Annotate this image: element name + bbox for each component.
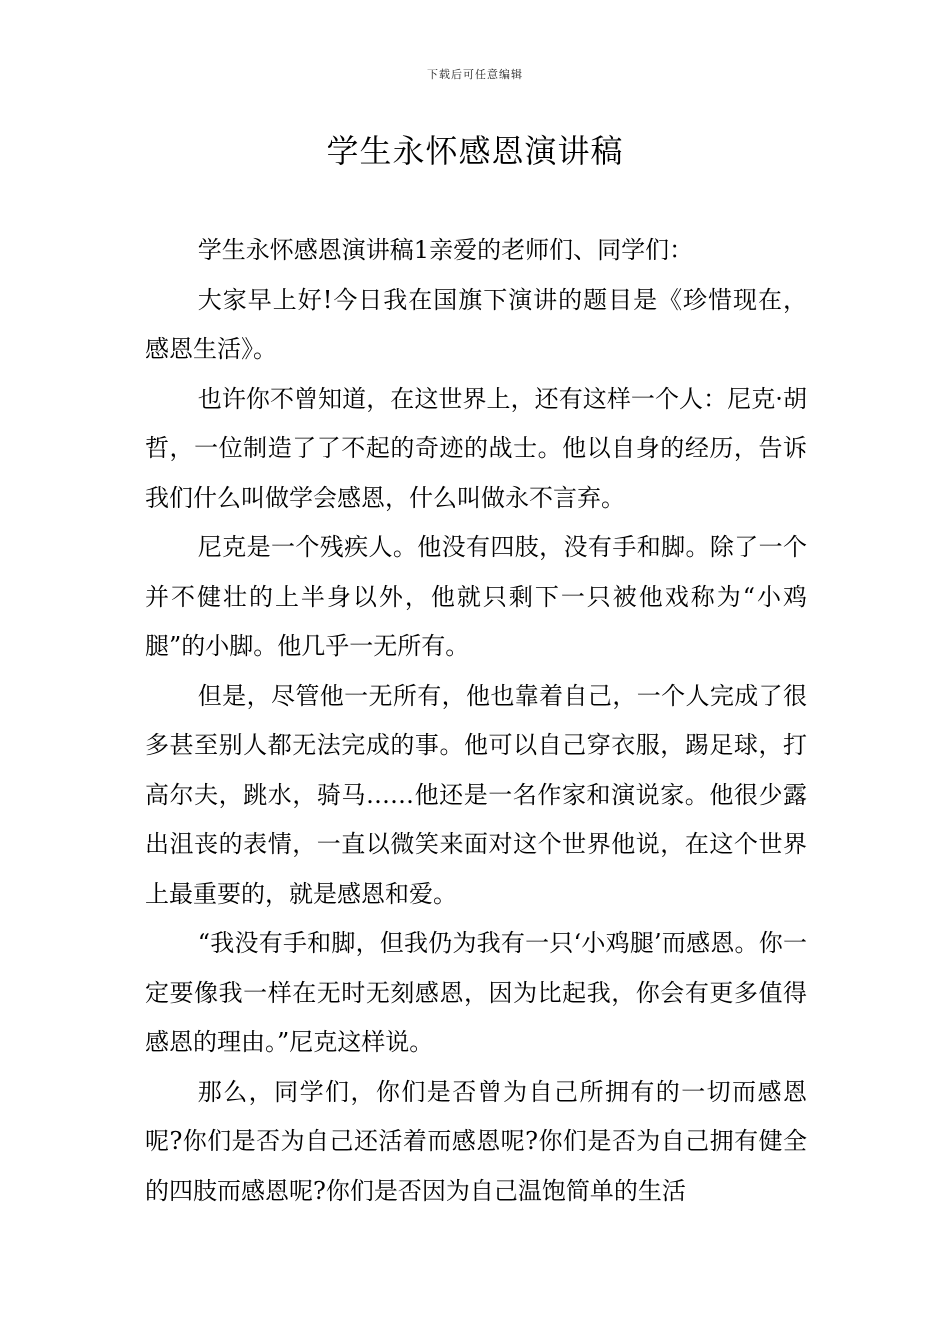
paragraph-topic: 大家早上好!今日我在国旗下演讲的题目是《珍惜现在，感恩生活》。 — [145, 285, 807, 363]
paragraph-nick-quote: “我没有手和脚，但我仍为我有一只‘小鸡腿’而感恩。你一定要像我一样在无时无刻感恩，因为比起我，你会有更多值得感恩的理由。”尼克这样说。 — [145, 929, 807, 1056]
paragraph-nick-intro: 也许你不曾知道，在这世界上，还有这样一个人：尼克·胡哲，一位制造了了不起的奇迹的战士。他以自身的经历，告诉我们什么叫做学会感恩，什么叫做永不言弃。 — [145, 384, 807, 512]
document-body — [145, 226, 807, 1216]
paragraph-greeting: 学生永怀感恩演讲稿1亲爱的老师们、同学们： — [197, 236, 694, 264]
paragraph-nick-achievements: 但是，尽管他一无所有，他也靠着自己，一个人完成了很多甚至别人都无法完成的事。他可以自己穿衣服，踢足球，打高尔夫，跳水，骑马……他还是一名作家和演说家。他很少露出沮丧的表情，一直以微笑来面对这个世界他说，在这个世界上最重要的，就是感恩和爱。 — [145, 681, 807, 908]
paragraph-nick-disability: 尼克是一个残疾人。他没有四肢，没有手和脚。除了一个并不健壮的上半身以外，他就只剩下一只被他戏称为“小鸡腿”的小脚。他几乎一无所有。 — [145, 533, 807, 660]
paragraph-questions: 那么，同学们，你们是否曾为自己所拥有的一切而感恩呢?你们是否为自己还活着而感恩呢?你们是否为自己拥有健全的四肢而感恩呢?你们是否因为自己温饱简单的生活 — [145, 1077, 807, 1205]
header-note: 下载后可任意编辑 — [427, 68, 523, 81]
document-title: 学生永怀感恩演讲稿 — [326, 132, 624, 170]
